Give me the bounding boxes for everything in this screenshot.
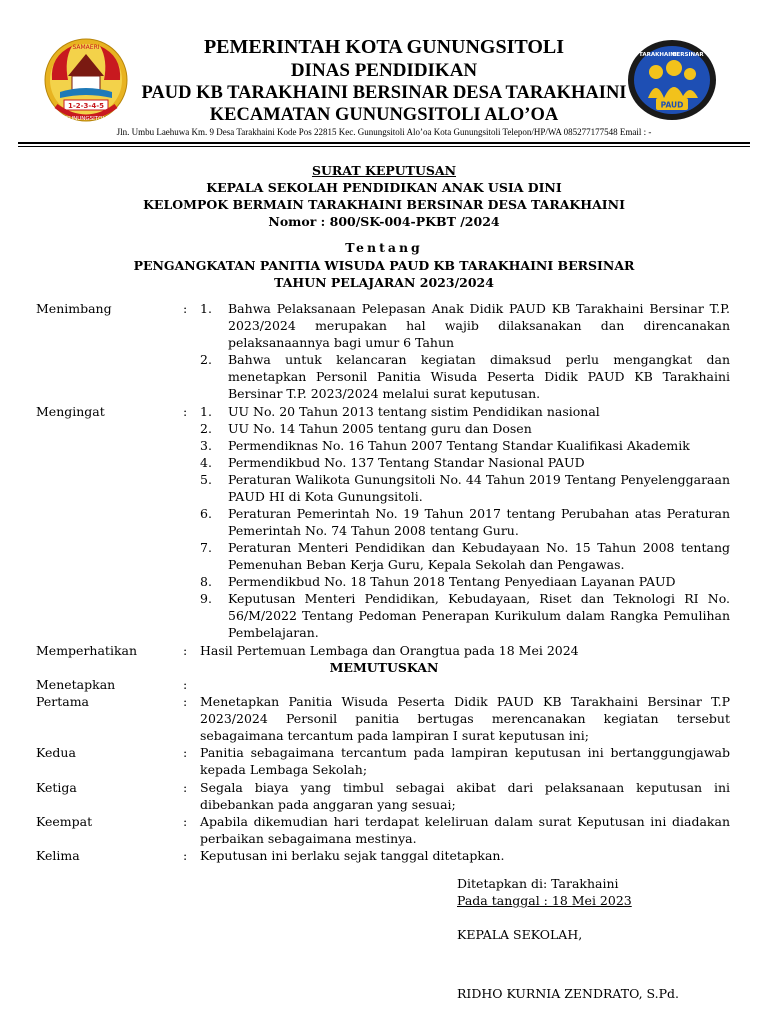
decision-label: Kedua [36, 745, 76, 760]
memutuskan-heading: MEMUTUSKAN [329, 660, 439, 675]
header-district: KECAMATAN GUNUNGSITOLI ALO’OA [209, 105, 559, 125]
header-department: DINAS PENDIDIKAN [290, 60, 478, 81]
menimbang-colon: : [183, 301, 188, 316]
signature-place: Ditetapkan di: Tarakhaini [457, 876, 619, 891]
list-item: 1. Bahwa Pelaksanaan Pelepasan Anak Didik PAUD KB Tarakhaini Bersinar T.P. 2023/2024 merupakan hal wajib dilaksanakan dan direncanakan pelaksanaannya bagi umur 6 Tahun [200, 301, 730, 350]
header-school: PAUD KB TARAKHAINI BERSINAR DESA TARAKHAINI [141, 83, 627, 103]
svg-text:TARAKHAINI: TARAKHAINI [639, 52, 677, 58]
decision-text: Segala biaya yang timbul sebagai akibat dari pelaksanaan keputusan ini dibebankan pada anggaran yang sesuai; [200, 780, 730, 812]
decision-colon: : [183, 848, 188, 863]
issuer-line-1: KEPALA SEKOLAH PENDIDIKAN ANAK USIA DINI [206, 180, 562, 195]
svg-text:1-2-3-4-5: 1-2-3-4-5 [68, 102, 104, 110]
mengingat-label: Mengingat [36, 404, 105, 419]
svg-text:GUNUNGSITOLI: GUNUNGSITOLI [64, 116, 108, 122]
header-rule-thick [18, 142, 750, 144]
issuer-line-2: KELOMPOK BERMAIN TARAKHAINI BERSINAR DESA TARAKHAINI [143, 197, 625, 212]
memperhatikan-colon: : [183, 643, 188, 658]
list-item: 4. Permendikbud No. 137 Tentang Standar Nasional PAUD [200, 455, 585, 470]
menetapkan-label: Menetapkan [36, 677, 116, 692]
city-emblem-icon [42, 36, 130, 124]
menetapkan-colon: : [183, 677, 188, 692]
decision-colon: : [183, 780, 188, 795]
list-item: 9. Keputusan Menteri Pendidikan, Kebudayaan, Riset dan Teknologi RI No. 56/M/2022 Tentang Pedoman Penerapan Kurikulum dalam Rangka Pemulihan Pembelajaran. [200, 591, 730, 640]
header-rule-thin [18, 146, 750, 147]
decision-label: Ketiga [36, 780, 77, 795]
paud-emblem-icon [626, 38, 718, 122]
document-title: SURAT KEPUTUSAN [311, 163, 457, 178]
svg-text:PAUD: PAUD [660, 100, 684, 110]
list-item: 7. Peraturan Menteri Pendidikan dan Kebudayaan No. 15 Tahun 2008 tentang Pemenuhan Beban Kerja Guru, Kepala Sekolah dan Pengawas. [200, 540, 730, 572]
decision-colon: : [183, 694, 188, 709]
about-heading: Tentang [345, 240, 423, 255]
list-item: 3. Permendiknas No. 16 Tahun 2007 Tentang Standar Kualifikasi Akademik [200, 438, 690, 453]
letterhead [0, 0, 768, 150]
list-item: 5. Peraturan Walikota Gunungsitoli No. 44 Tahun 2019 Tentang Penyelenggaraan PAUD HI di Kota Gunungsitoli. [200, 472, 730, 504]
svg-text:BERSINAR: BERSINAR [672, 52, 704, 58]
decision-label: Keempat [36, 814, 93, 829]
list-item: 1. UU No. 20 Tahun 2013 tentang sistim Pendidikan nasional [200, 404, 600, 419]
decision-colon: : [183, 814, 188, 829]
memperhatikan-label: Memperhatikan [36, 643, 138, 658]
menimbang-label: Menimbang [36, 301, 112, 316]
memperhatikan-text: Hasil Pertemuan Lembaga dan Orangtua pada 18 Mei 2024 [200, 643, 579, 658]
signature-name: RIDHO KURNIA ZENDRATO, S.Pd. [457, 986, 680, 1001]
mengingat-list [200, 403, 730, 641]
decision-label: Pertama [36, 694, 90, 709]
list-item: 2. UU No. 14 Tahun 2005 tentang guru dan Dosen [200, 421, 532, 436]
decision-colon: : [183, 745, 188, 760]
signature-date: Pada tanggal : 18 Mei 2023 [457, 893, 632, 908]
subject-line-2: TAHUN PELAJARAN 2023/2024 [274, 275, 494, 290]
list-item: 6. Peraturan Pemerintah No. 19 Tahun 2017 tentang Perubahan atas Peraturan Pemerintah No. 74 Tahun 2008 tentang Guru. [200, 506, 730, 538]
decree-number: Nomor : 800/SK-004-PKBT /2024 [268, 214, 500, 229]
list-item: 2. Bahwa untuk kelancaran kegiatan dimaksud perlu mengangkat dan menetapkan Personil Panitia Wisuda Peserta Didik PAUD KB Tarakhaini Bersinar T.P. 2023/2024 melalui surat keputusan. [200, 352, 730, 401]
menimbang-list [200, 300, 730, 402]
svg-text:SAMAERI: SAMAERI [72, 44, 100, 51]
mengingat-colon: : [183, 404, 188, 419]
decision-text: Panitia sebagaimana tercantum pada lampiran keputusan ini bertanggungjawab kepada Lembaga Sekolah; [200, 745, 730, 777]
list-item: 8. Permendikbud No. 18 Tahun 2018 Tentang Penyediaan Layanan PAUD [200, 574, 676, 589]
signature-position: KEPALA SEKOLAH, [457, 927, 583, 942]
decision-text: Menetapkan Panitia Wisuda Peserta Didik PAUD KB Tarakhaini Bersinar T.P 2023/2024 Personil panitia bertugas merencanakan kegiatan tersebut sebagaimana tercantum pada lampiran I surat keputusan ini; [200, 694, 730, 743]
header-government: PEMERINTAH KOTA GUNUNGSITOLI [203, 36, 565, 58]
decision-text: Apabila dikemudian hari terdapat keleliruan dalam surat Keputusan ini diadakan perbaikan sebagaimana mestinya. [200, 814, 730, 846]
header-address: Jln. Umbu Laehuwa Km. 9 Desa Tarakhaini Kode Pos 22815 Kec. Gunungsitoli Alo’oa Kota Gunungsitoli Telepon/HP/WA 085277177548 Email : - [116, 127, 652, 137]
subject-line-1: PENGANGKATAN PANITIA WISUDA PAUD KB TARAKHAINI BERSINAR [133, 258, 635, 273]
decision-label: Kelima [36, 848, 80, 863]
decision-text: Keputusan ini berlaku sejak tanggal ditetapkan. [200, 848, 505, 863]
